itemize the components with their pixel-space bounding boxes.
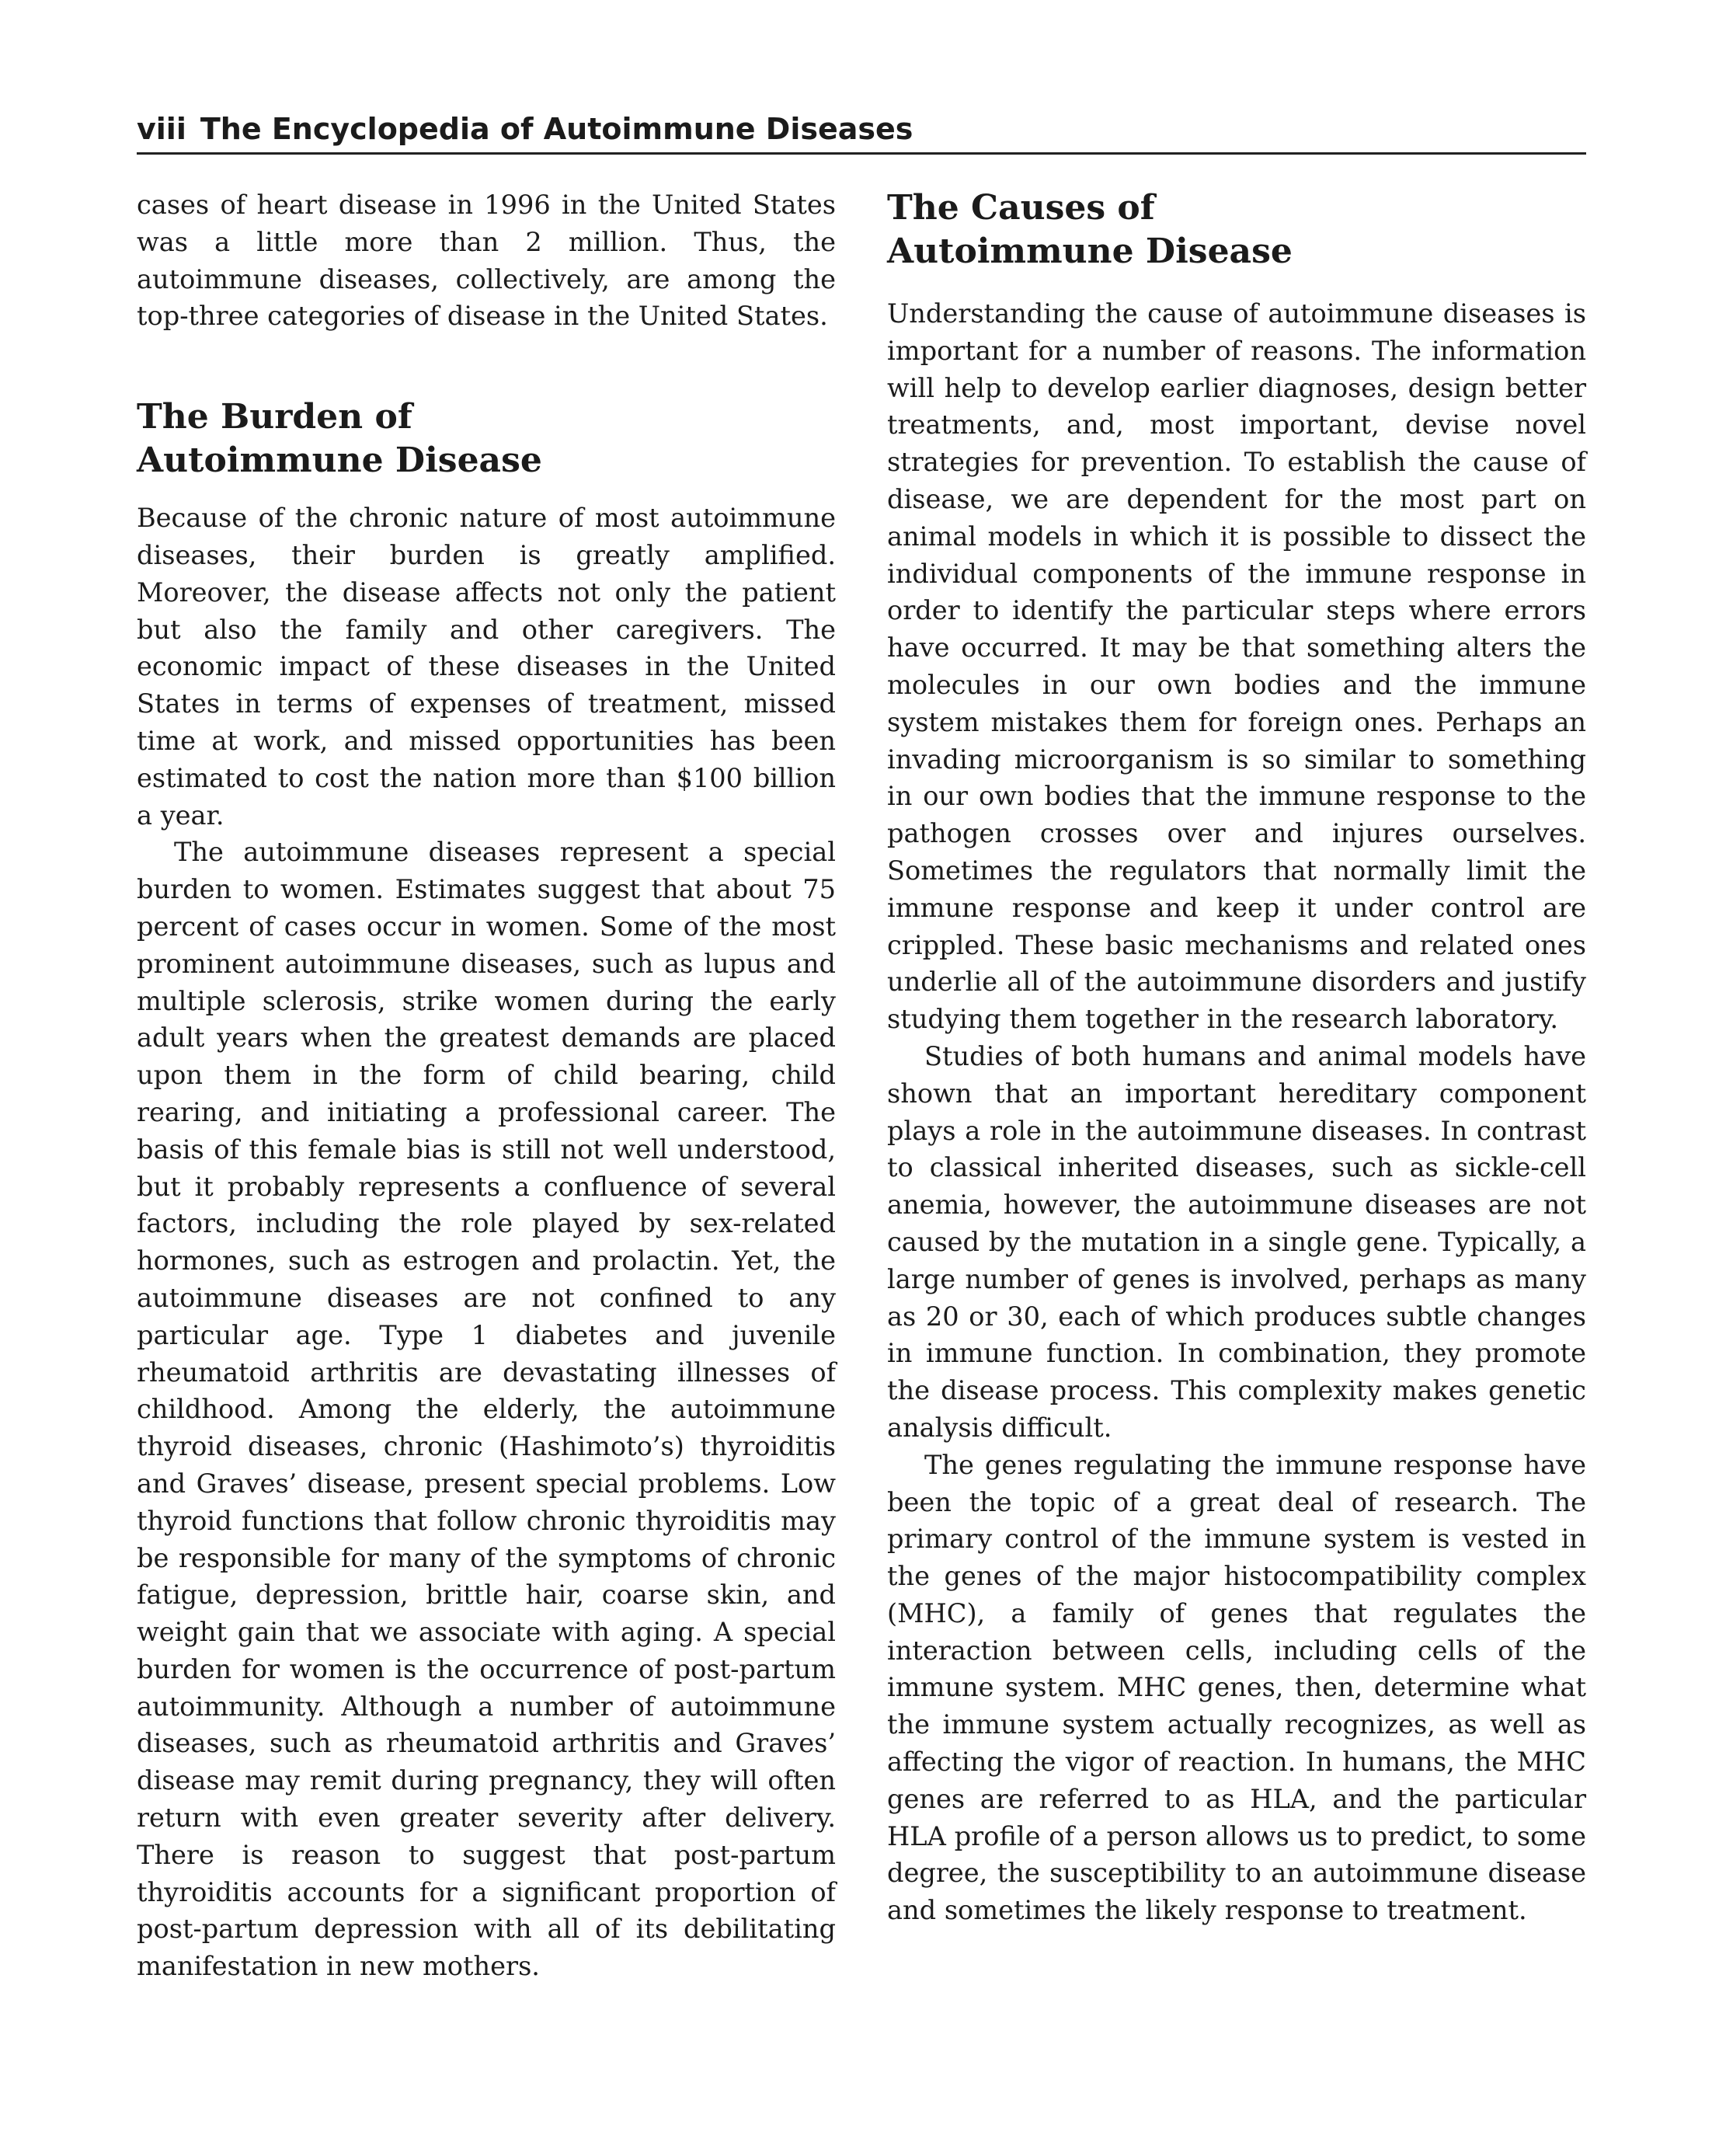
right-column: [887, 186, 1586, 1929]
body-paragraph: The genes regulating the immune response have been the topic of a great deal of research. The primary control of the immune system is vested in the genes of the major histocompatibility complex (MHC), a family of genes that regulates the interaction between cells, including cells of the immune system. MHC genes, then, determine what the immune system actually recognizes, as well as affecting the vigor of reaction. In humans, the MHC genes are referred to as HLA, and the particular HLA profile of a person allows us to predict, to some degree, the susceptibility to an autoimmune disease and sometimes the likely response to treatment.: [887, 1449, 1586, 1926]
body-paragraph: Because of the chronic nature of most autoimmune diseases, their burden is greatly amplified. Moreover, the disease affects not only the patient but also the family and other caregivers. The economic impact of these diseases in the United States in terms of expenses of treatment, missed time at work, and missed opportunities has been estimated to cost the nation more than $100 billion a year.: [137, 503, 836, 831]
section-title-line: Autoimmune Disease: [137, 441, 542, 481]
body-paragraph: The autoimmune diseases represent a special burden to women. Estimates suggest that about 75 percent of cases occur in women. Some of the most prominent autoimmune diseases, such as lupus and multiple sclerosis, strike women during the early adult years when the greatest demands are placed upon them in the form of child bearing, child rearing, and initiating a professional career. The basis of this female bias is still not well understood, but it probably represents a confluence of several factors, including the role played by sex-related hormones, such as estrogen and prolactin. Yet, the autoimmune diseases are not confined to any particular age. Type 1 diabetes and juvenile rheumatoid arthritis are devastating illnesses of childhood. Among the elderly, the autoimmune thyroid diseases, chronic (Hashimoto’s) thyroiditis and Graves’ disease, present special problems. Low thyroid functions that follow chronic thyroiditis may be responsible for many of the symptoms of chronic fatigue, depression, brittle hair, coarse skin, and weight gain that we associate with aging. A special burden for women is the occurrence of post-partum autoimmunity. Although a number of autoimmune diseases, such as rheumatoid arthritis and Graves’ disease may remit during pregnancy, they will often return with even greater severity after delivery. There is reason to suggest that post-partum thyroiditis accounts for a significant proportion of post-partum depression with all of its debilitating manifestation in new mothers.: [137, 837, 836, 1982]
book-title: The Encyclopedia of Autoimmune Diseases: [200, 112, 913, 146]
section-title-line: Autoimmune Disease: [887, 232, 1293, 271]
page-number: viii: [137, 112, 186, 146]
body-paragraph: Understanding the cause of autoimmune diseases is important for a number of reasons. The information will help to develop earlier diagnoses, design better treatments, and, most important, devise novel strategies for prevention. To establish the cause of disease, we are dependent for the most part on animal models in which it is possible to dissect the individual components of the immune response in order to identify the particular steps where errors have occurred. It may be that something alters the molecules in our own bodies and the immune system mistakes them for foreign ones. Perhaps an invading microorganism is so similar to something in our own bodies that the immune response to the pathogen crosses over and injures ourselves. Sometimes the regulators that normally limit the immune response and keep it under control are crippled. These basic mechanisms and related ones underlie all of the autoimmune disorders and justify studying them together in the research laboratory.: [887, 298, 1586, 1035]
section-title-line: The Causes of: [887, 188, 1155, 228]
section-title-line: The Burden of: [137, 397, 412, 437]
left-column: [137, 186, 836, 1985]
section-title-causes: [887, 186, 1586, 273]
intro-paragraph: cases of heart disease in 1996 in the United States was a little more than 2 million. Thus, the autoimmune diseases, collectively, are among the top-three categories of disease in the United States.: [137, 190, 836, 332]
body-paragraph: Studies of both humans and animal models have shown that an important hereditary component plays a role in the autoimmune diseases. In contrast to classical inherited diseases, such as sickle-cell anemia, however, the autoimmune diseases are not caused by the mutation in a single gene. Typically, a large number of genes is involved, perhaps as many as 20 or 30, each of which produces subtle changes in immune function. In combination, they promote the disease process. This complexity makes genetic analysis difficult.: [887, 1040, 1586, 1443]
section-title-burden: [137, 395, 836, 482]
running-head: [137, 106, 1586, 155]
